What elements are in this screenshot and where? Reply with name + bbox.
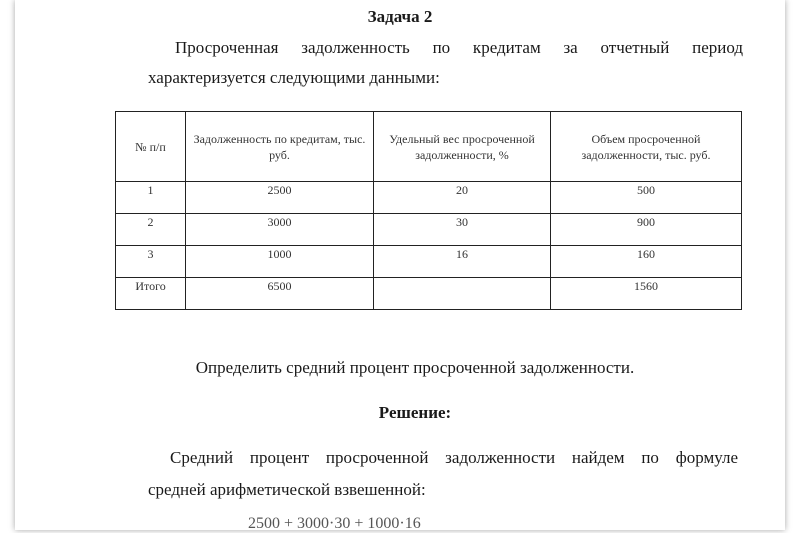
solution-line-1: Средний процент просроченной задолженности найдем по формуле <box>170 448 738 467</box>
table-cell: 20 <box>374 182 551 214</box>
table-cell: Итого <box>116 278 186 310</box>
solution-line-2: средней арифметической взвешенной: <box>148 480 426 499</box>
table-cell: 1 <box>116 182 186 214</box>
header-overdue-volume: Объем просроченной задолженности, тыс. руб. <box>551 112 742 182</box>
table-cell: 500 <box>551 182 742 214</box>
table-cell: 30 <box>374 214 551 246</box>
table-cell <box>374 278 551 310</box>
table-cell: 3 <box>116 246 186 278</box>
intro-line-1: Просроченная задолженность по кредитам за отчетный период <box>175 38 743 57</box>
table-cell: 2 <box>116 214 186 246</box>
table-cell: 1560 <box>551 278 742 310</box>
table-row <box>116 214 742 246</box>
formula-fragment: 2500 + 3000·30 + 1000·16 <box>248 515 421 532</box>
table-cell: 900 <box>551 214 742 246</box>
table-cell: 16 <box>374 246 551 278</box>
table-cell: 2500 <box>186 182 374 214</box>
header-overdue-share: Удельный вес просроченной задолженности, % <box>374 112 551 182</box>
table-row <box>116 246 742 278</box>
table-cell: 160 <box>551 246 742 278</box>
header-number: № п/п <box>116 112 186 182</box>
table-header-row <box>116 112 742 182</box>
task-title: Задача 2 <box>367 7 433 26</box>
table-cell: 1000 <box>186 246 374 278</box>
table-total-row <box>116 278 742 310</box>
intro-line-2: характеризуется следующими данными: <box>148 68 440 87</box>
header-debt: Задолженность по кредитам, тыс. руб. <box>186 112 374 182</box>
data-table <box>115 111 742 310</box>
task-statement: Определить средний процент просроченной задолженности. <box>195 358 635 377</box>
table-cell: 6500 <box>186 278 374 310</box>
table-cell: 3000 <box>186 214 374 246</box>
table-row <box>116 182 742 214</box>
solution-heading: Решение: <box>378 403 452 422</box>
